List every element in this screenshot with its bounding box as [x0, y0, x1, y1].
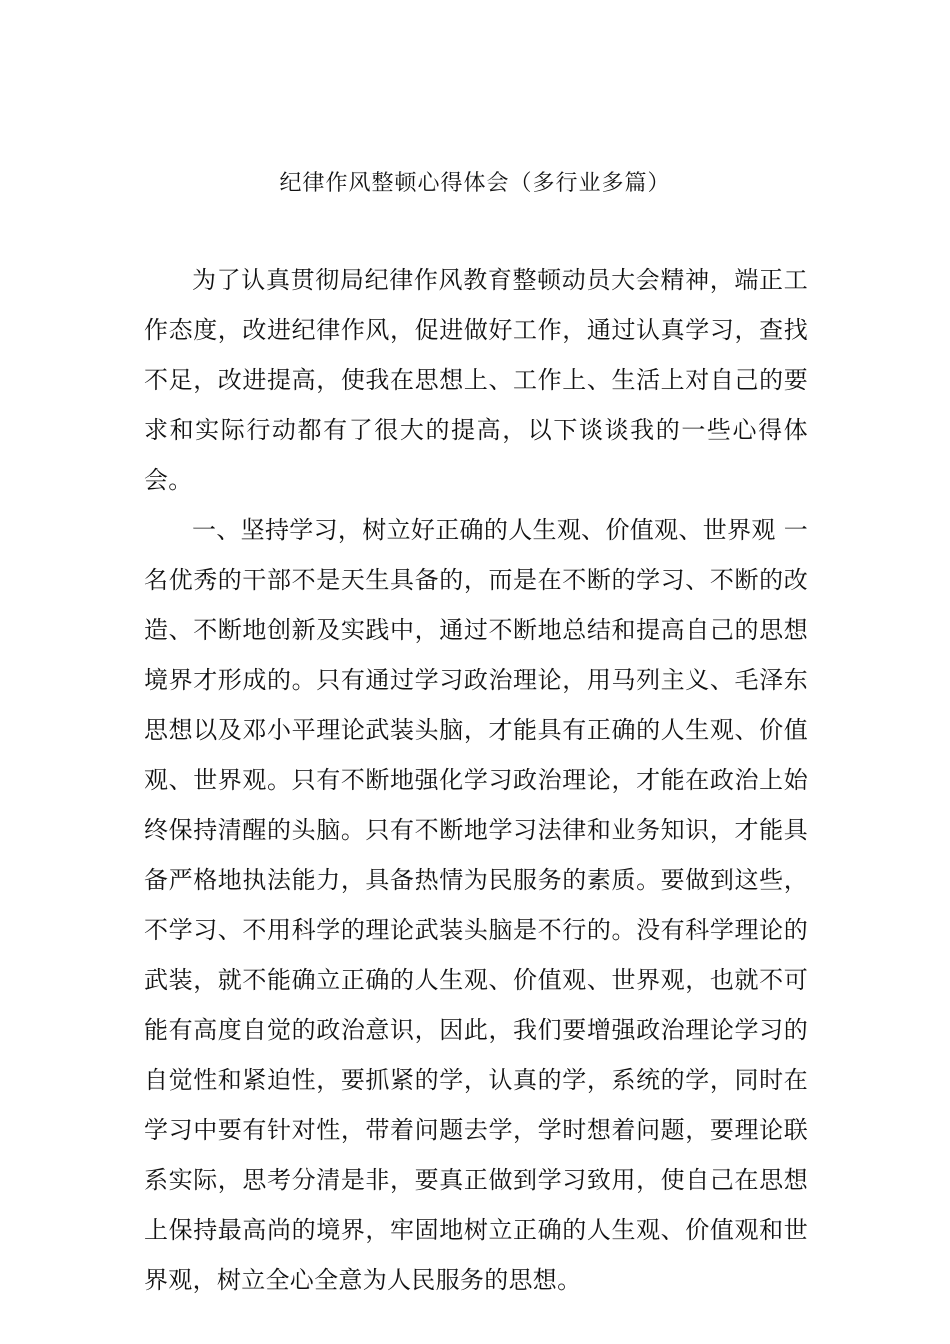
document-body — [144, 255, 808, 1305]
paragraph-intro: 为了认真贯彻局纪律作风教育整顿动员大会精神，端正工作态度，改进纪律作风，促进做好工作，通过认真学习，查找 不足，改进提高，使我在思想上、工作上、生活上对自己的要求和实际行动都有了很大的提高，以下谈谈我的一些心得体会。 — [144, 266, 808, 494]
paragraph-section-1: 一、坚持学习，树立好正确的人生观、价值观、世界观 一名优秀的干部不是天生具备的，而是在不断的学习、不断的改造、不断地创新及实践中，通过不断地总结和提高自己的思想境界才形成的。只有通过学习政治理论，用马列主义、毛泽东思想以及邓小平理论武装头脑，才能具有正确的人生观、价值观、世界观。只有不断地强化学习政治理论，才能在政治上始终保持清醒的头脑。只有不断地学习法律和业务知识，才能具备严格地执法能力，具备热情为民服务的素质。要做到这些，不学习、不用科学的理论武装头脑是不行的。没有科学理论的武装，就不能确立正确的人生观、价值观、世界观，也就不可能有高度自觉的政治意识，因此，我们要增强政治理论学习的自觉性和紧迫性，要抓紧的学，认真的学，系统的学，同时在学习中要有针对性，带着问题去学，学时想着问题，要理论联系实际，思考分清是非，要真正做到学习致用，使自己在思想上保持最高尚的境界，牢固地树立正确的人生观、价值观和世界观，树立全心全意为人民服务的思想。 — [144, 516, 808, 1294]
document-title: 纪律作风整顿心得体会（多行业多篇） — [279, 171, 671, 196]
